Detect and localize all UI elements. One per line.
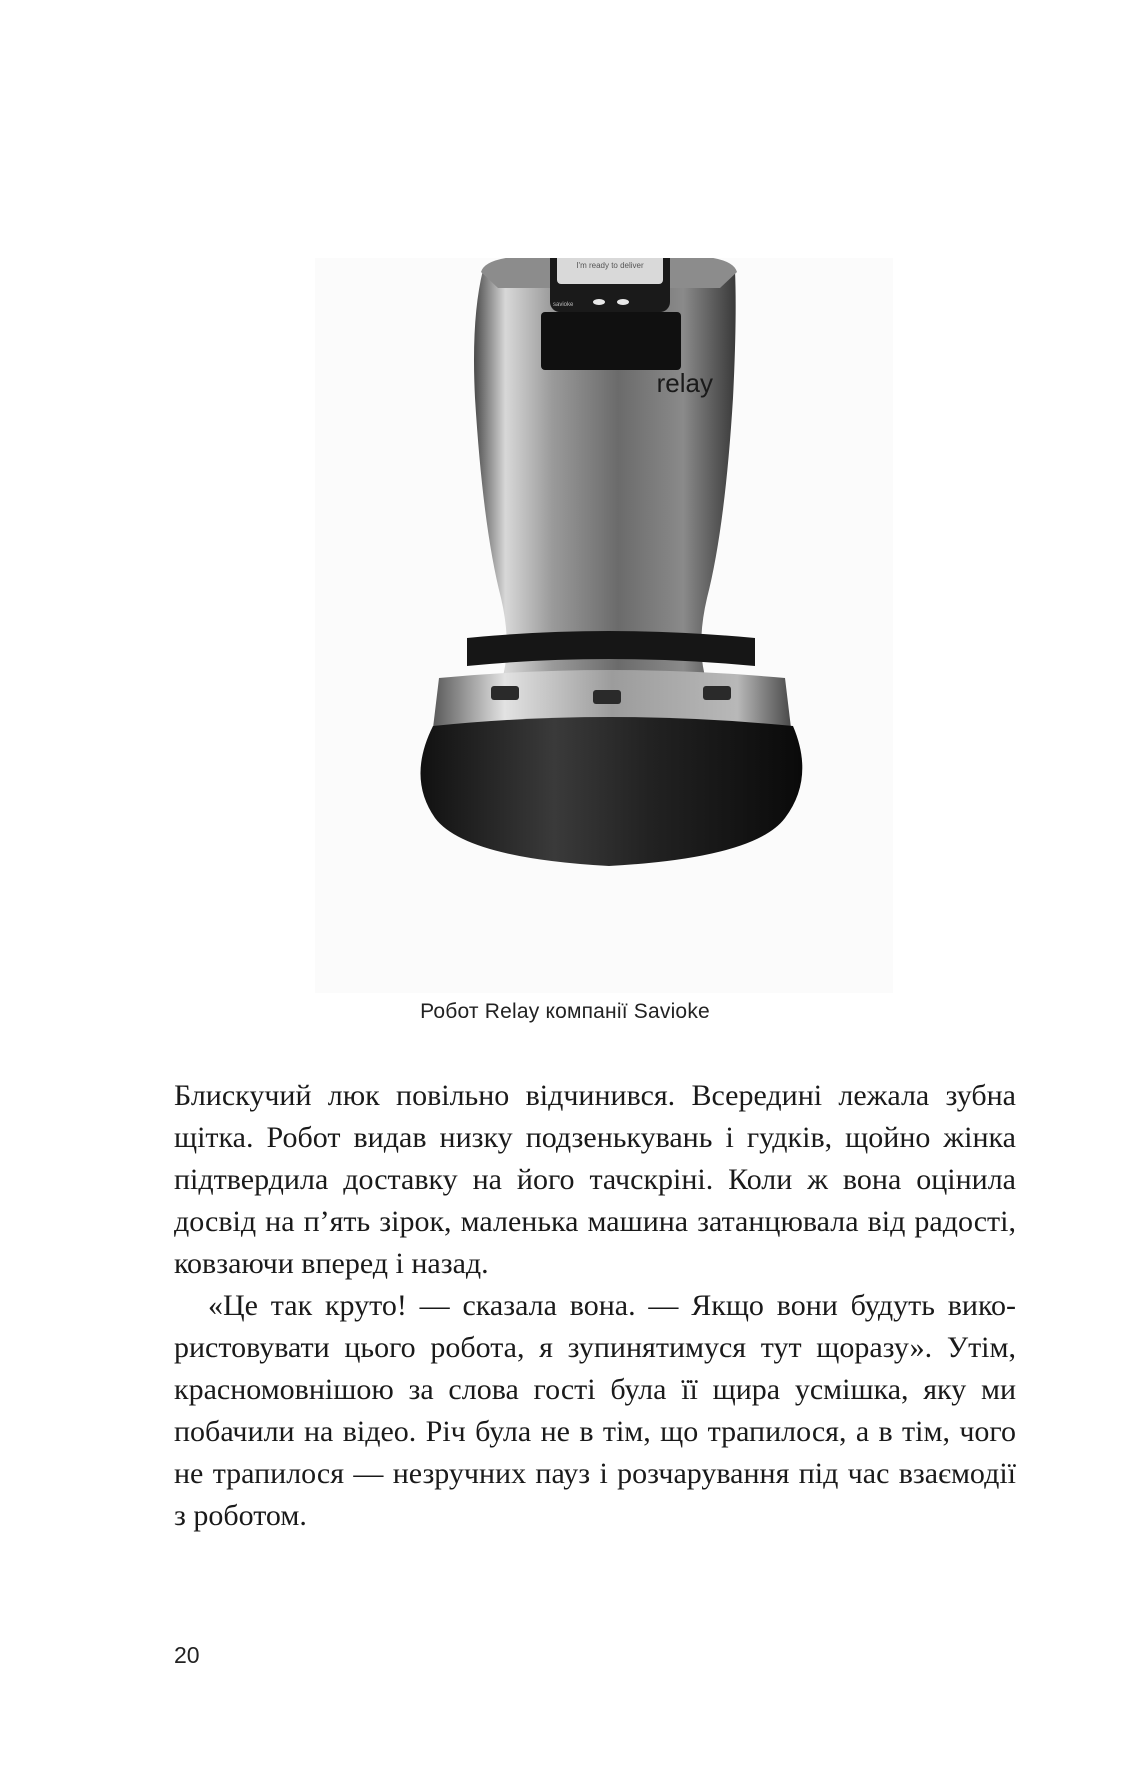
relay-robot-illustration [315, 258, 893, 993]
sensor-window-center [593, 690, 621, 704]
relay-brand-text: relay [656, 368, 713, 398]
sensor-window-right [703, 686, 731, 700]
robot-base [420, 717, 802, 866]
robot-eye-right [617, 299, 629, 305]
robot-chest-panel [541, 312, 681, 370]
paragraph-1: Блискучий люк повільно відчинився. Всередині лежала зубна щітка. Робот видав низку подзенькувань і гудків, щойно жінка підтвердила доставку на його тачскріні. Коли ж вона оцінила досвід на п’ять зірок, маленька машина затанцювала від радості, ковзаючи вперед і назад. [174, 1079, 1016, 1280]
sensor-window-left [491, 686, 519, 700]
paragraph-2: «Це так круто! — сказала вона. — Якщо вони будуть використовувати цього робота, я зупинятимуся тут щоразу». Утім, красномовнішою за слова гості була її щира усмішка, яку ми побачили на відео. Річ була не в тім, що трапилося, а в тім, чого не трапилося — незручних пауз і розчарування під час взаємодії з роботом. [174, 1289, 1016, 1532]
logo-text: savioke [553, 302, 574, 308]
body-text [174, 1075, 1016, 1537]
robot-eye-left [593, 299, 605, 305]
screen-text: I'm ready to deliver [576, 261, 644, 270]
figure-caption: Робот Relay компанії Savioke [420, 1000, 710, 1023]
page-number: 20 [174, 1642, 200, 1668]
robot-photo [315, 258, 893, 993]
